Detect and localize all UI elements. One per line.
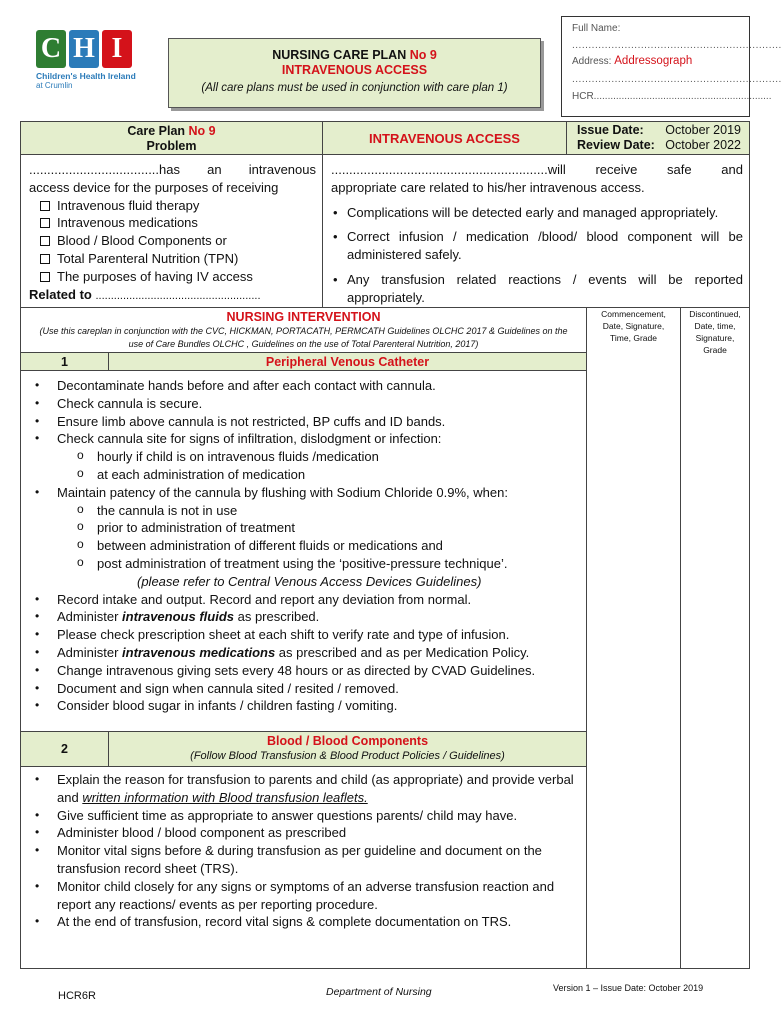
issue-date-value: October 2019 bbox=[665, 123, 741, 137]
discontinued-header: Discontinued, Date, time, Signature, Grade bbox=[689, 309, 741, 355]
logo-letter-c: C bbox=[36, 30, 66, 68]
section-2-item: • Give sufficient time as appropriate to answer questions parents/ child may have. bbox=[21, 807, 580, 825]
section-1-number: 1 bbox=[20, 352, 109, 371]
related-to: Related to ...................................................... bbox=[29, 286, 261, 302]
problem-item: Intravenous fluid therapy bbox=[29, 197, 316, 215]
section-1-item: • Check cannula is secure. bbox=[21, 395, 586, 413]
section-1-subitem: o prior to administration of treatment bbox=[21, 519, 586, 537]
form-code: HCR6R bbox=[58, 990, 96, 1002]
goal-item: • Any transfusion related reactions / events will be reported appropriately. bbox=[331, 271, 743, 307]
full-name-label: Full Name: bbox=[572, 23, 621, 34]
section-1-item: • Decontaminate hands before and after each contact with cannula. bbox=[21, 377, 586, 395]
problem-item: Blood / Blood Components or bbox=[29, 232, 316, 250]
issue-date-label: Issue Date: bbox=[577, 123, 644, 137]
commencement-header: Commencement, Date, Signature, Time, Grade bbox=[601, 309, 666, 343]
title-line-2: INTRAVENOUS ACCESS bbox=[281, 63, 428, 77]
section-2-item: • Explain the reason for transfusion to parents and child (as appropriate) and provide verbal and written information with Blood transfusion leaflets. bbox=[21, 771, 580, 807]
review-date-value: October 2022 bbox=[665, 138, 741, 152]
section-2-number: 2 bbox=[20, 731, 109, 767]
dates-header bbox=[566, 121, 750, 155]
title-line-3: (All care plans must be used in conjunction with care plan 1) bbox=[201, 82, 508, 94]
full-name-field[interactable]: ................................................................ bbox=[572, 40, 782, 51]
logo-location: at Crumlin bbox=[36, 81, 73, 90]
problem-intro-line-2: access device for the purposes of receiving bbox=[29, 179, 279, 195]
discontinued-column bbox=[680, 307, 750, 969]
problem-cell bbox=[20, 154, 323, 308]
address-field[interactable]: ................................................................ bbox=[572, 74, 782, 85]
section-1-subitem: o hourly if child is on intravenous fluids /medication bbox=[21, 448, 586, 466]
section-2-body bbox=[20, 766, 587, 969]
hcr-field[interactable]: ................................................................ bbox=[593, 91, 772, 102]
section-2-item: • At the end of transfusion, record vital signs & complete documentation on TRS. bbox=[21, 913, 580, 931]
logo-letter-i: I bbox=[102, 30, 132, 68]
section-1-item: • Ensure limb above cannula is not restricted, BP cuffs and ID bands. bbox=[21, 413, 586, 431]
intravenous-access-header: INTRAVENOUS ACCESS bbox=[322, 121, 567, 155]
problem-item: The purposes of having IV access bbox=[29, 268, 316, 286]
version-info: Version 1 – Issue Date: October 2019 bbox=[553, 983, 704, 993]
section-1-item: • Check cannula site for signs of infiltration, dislodgment or infection: bbox=[21, 430, 586, 448]
section-1-item: • Please check prescription sheet at each shift to verify rate and type of infusion. bbox=[21, 626, 586, 644]
address-row: Address: Addressograph bbox=[572, 55, 693, 67]
section-1-subitem: o the cannula is not in use bbox=[21, 502, 586, 520]
section-1-item: • Maintain patency of the cannula by flushing with Sodium Chloride 0.9%, when: bbox=[21, 484, 586, 502]
title-plan-number: No 9 bbox=[409, 48, 437, 62]
logo-letter-h: H bbox=[69, 30, 99, 68]
section-1-item: • Record intake and output. Record and report any deviation from normal. bbox=[21, 591, 586, 609]
problem-item: Intravenous medications bbox=[29, 214, 316, 232]
section-2-item: • Administer blood / blood component as prescribed bbox=[21, 824, 580, 842]
section-1-item: • Change intravenous giving sets every 48 hours or as directed by CVAD Guidelines. bbox=[21, 662, 586, 680]
section-2-list bbox=[21, 771, 580, 931]
goal-list bbox=[331, 204, 743, 307]
care-plan-number: No 9 bbox=[188, 124, 216, 138]
section-1-subitem: o at each administration of medication bbox=[21, 466, 586, 484]
section-1-item: • Document and sign when cannula sited / resited / removed. bbox=[21, 680, 586, 698]
hcr-row: HCR ................................................................ bbox=[572, 91, 772, 102]
goal-item: • Complications will be detected early and managed appropriately. bbox=[331, 204, 743, 222]
section-2-item: • Monitor vital signs before & during transfusion as per guideline and document on the transfusion record sheet (TRS). bbox=[21, 842, 580, 878]
section-1-subitem: o post administration of treatment using the ‘positive-pressure technique’. bbox=[21, 555, 586, 573]
section-2-subtitle: (Follow Blood Transfusion & Blood Product Policies / Guidelines) bbox=[190, 750, 505, 762]
department: Department of Nursing bbox=[326, 986, 432, 998]
intervention-note: (Use this careplan in conjunction with the CVC, HICKMAN, PORTACATH, PERMCATH Guidelines OLCHC 2017 & Guidelines on the use of Care Bundles OLCHC , Guidelines on the use of Total Parenteral Nutrition, 2017) bbox=[39, 326, 568, 349]
goal-item: • Correct infusion / medication /blood/ blood component will be administered safely. bbox=[331, 228, 743, 264]
goal-intro: ............................................................will receive safe and bbox=[331, 162, 743, 177]
problem-list bbox=[29, 197, 316, 286]
review-date-label: Review Date: bbox=[577, 138, 655, 152]
nursing-intervention-title: NURSING INTERVENTION bbox=[226, 310, 381, 324]
section-2-title-cell bbox=[108, 731, 587, 767]
commencement-column bbox=[586, 307, 681, 969]
section-1-list bbox=[21, 377, 586, 715]
goal-cell bbox=[322, 154, 750, 308]
section-1-body bbox=[20, 370, 587, 732]
address-value: Addressograph bbox=[614, 55, 693, 67]
goal-intro-line-2: appropriate care related to his/her intravenous access. bbox=[331, 179, 645, 195]
problem-item: Total Parenteral Nutrition (TPN) bbox=[29, 250, 316, 268]
section-1-subitem: o between administration of different fluids or medications and bbox=[21, 537, 586, 555]
section-1-title: Peripheral Venous Catheter bbox=[108, 352, 587, 371]
problem-label: Problem bbox=[146, 139, 197, 153]
nursing-intervention-header bbox=[20, 307, 587, 353]
section-1-item: • Administer intravenous medications as prescribed and as per Medication Policy. bbox=[21, 644, 586, 662]
section-1-item: • Consider blood sugar in infants / children fasting / vomiting. bbox=[21, 697, 586, 715]
section-1-item: • Administer intravenous fluids as prescribed. bbox=[21, 608, 586, 626]
logo-name: Children's Health Ireland bbox=[36, 71, 136, 81]
care-plan-problem-header: Care Plan No 9 Problem bbox=[20, 121, 323, 155]
section-2-title: Blood / Blood Components bbox=[266, 734, 429, 748]
section-2-item: • Monitor child closely for any signs or symptoms of an adverse transfusion reaction and report any reactions/ events as per reporting procedure. bbox=[21, 878, 580, 914]
patient-details-box bbox=[561, 16, 782, 117]
section-1-note: (please refer to Central Venous Access Devices Guidelines) bbox=[137, 573, 482, 589]
title-line-1: NURSING CARE PLAN No 9 bbox=[272, 48, 437, 62]
care-plan-title-box bbox=[168, 38, 541, 108]
chi-logo bbox=[36, 30, 148, 105]
problem-intro: ....................................has an intravenous bbox=[29, 162, 316, 177]
